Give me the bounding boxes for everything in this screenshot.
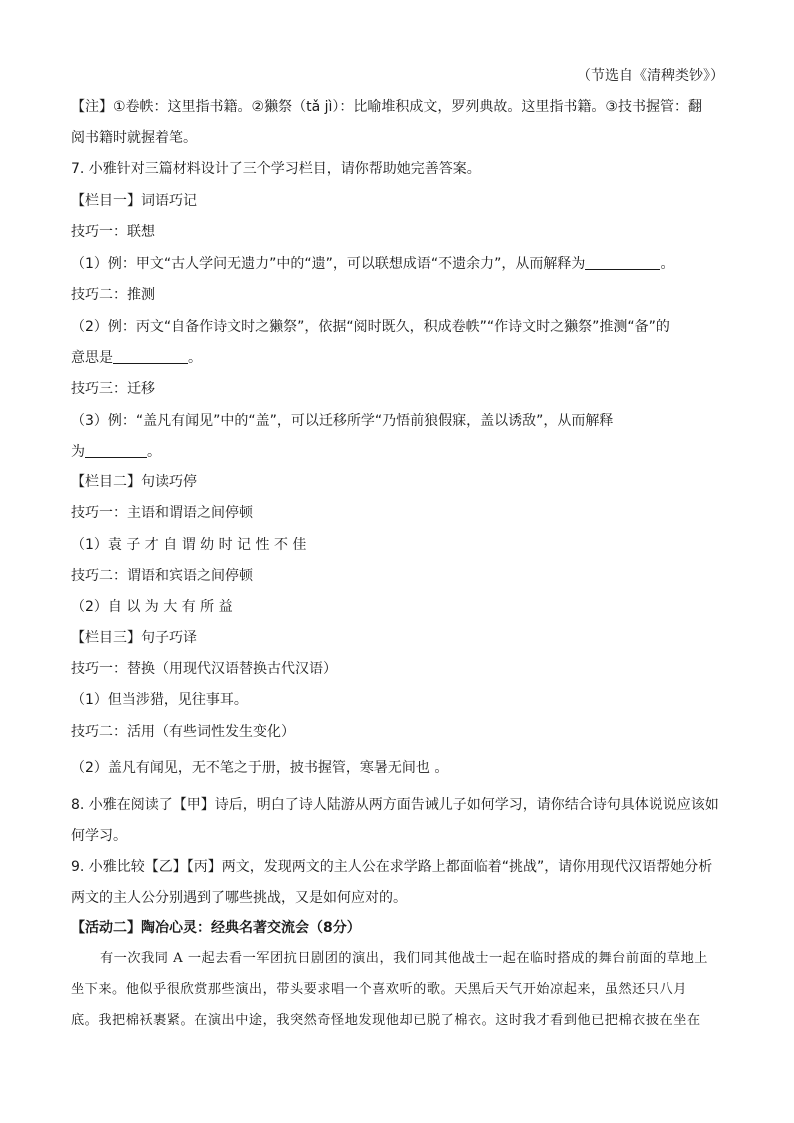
column-1-example-2-line-2 bbox=[71, 348, 202, 368]
column-3-skill-2: 技巧二：活用（有些词性发生变化） bbox=[71, 724, 295, 740]
activity-2-title: 【活动二】陶冶心灵：经典名著交流会（8分） bbox=[71, 920, 361, 936]
column-1-skill-3: 技巧三：迁移 bbox=[71, 381, 155, 397]
column-3-title: 【栏目三】句子巧译 bbox=[71, 630, 197, 646]
question-8-line-2: 何学习。 bbox=[71, 828, 127, 844]
column-3-example-2: （2）盖凡有闻见，无不笔之于册，披书握管，寒暑无间也 。 bbox=[71, 760, 449, 776]
example-3-end: 。 bbox=[147, 444, 161, 460]
answer-blank-1[interactable] bbox=[585, 255, 660, 270]
question-9-line-1: 9. 小雅比较【乙】【丙】两文，发现两文的主人公在求学路上都面临着“挑战”，请你用现代汉语帮她分析 bbox=[71, 859, 713, 875]
question-8-line-1: 8. 小雅在阅读了【甲】诗后，明白了诗人陆游从两方面告诫儿子如何学习，请你结合诗句具体说说应该如 bbox=[71, 797, 719, 813]
source-citation: （节选自《清稗类钞》） bbox=[577, 68, 724, 84]
column-2-title: 【栏目二】句读巧停 bbox=[71, 474, 197, 490]
note-line-2: 阅书籍时就握着笔。 bbox=[71, 130, 197, 146]
answer-blank-2[interactable] bbox=[113, 349, 188, 364]
column-2-skill-2: 技巧二：谓语和宾语之间停顿 bbox=[71, 568, 253, 584]
note-line-1: 【注】①卷帙：这里指书籍。②獭祭（tǎ jì）：比喻堆积成文，罗列典故。这里指书籍。③技书握管：翻 bbox=[71, 99, 702, 115]
column-3-skill-1: 技巧一：替换（用现代汉语替换古代汉语） bbox=[71, 661, 337, 677]
column-2-skill-1: 技巧一：主语和谓语之间停顿 bbox=[71, 505, 253, 521]
example-1-end: 。 bbox=[660, 256, 675, 272]
passage-line-2: 坐下来。他似乎很欣赏那些演出，带头要求唱一个喜欢听的歌。天黑后天气开始凉起来，虽然还只八月 bbox=[71, 982, 687, 997]
example-1-text: （1）例：甲文“古人学问无遗力”中的“遗”，可以联想成语“不遗余力”，从而解释为 bbox=[71, 256, 586, 272]
column-2-example-1: （1）袁 子 才 自 谓 幼 时 记 性 不 佳 bbox=[71, 537, 307, 553]
column-3-example-1: （1）但当涉猎，见往事耳。 bbox=[71, 692, 248, 708]
example-2-end: 。 bbox=[188, 350, 202, 366]
column-1-skill-2: 技巧二：推测 bbox=[71, 287, 155, 303]
column-2-example-2: （2）自 以 为 大 有 所 益 bbox=[71, 599, 233, 615]
question-7: 7. 小雅针对三篇材料设计了三个学习栏目，请你帮助她完善答案。 bbox=[71, 161, 481, 177]
example-3-text: 为 bbox=[71, 444, 85, 460]
example-2-text: 意思是 bbox=[71, 350, 113, 366]
column-1-example-3-line-2 bbox=[71, 442, 161, 462]
column-1-example-2-line-1: （2）例：丙文“自备作诗文时之獭祭”，依据“阅时既久，积成卷帙”“作诗文时之獭祭”推测“备”的 bbox=[71, 319, 670, 335]
question-9-line-2: 两文的主人公分别遇到了哪些挑战，又是如何应对的。 bbox=[71, 890, 407, 906]
passage-line-3: 底。我把棉袄裹紧。在演出中途，我突然奇怪地发现他却已脱了棉衣。这时我才看到他已把棉衣披在坐在 bbox=[71, 1013, 701, 1028]
column-1-skill-1: 技巧一：联想 bbox=[71, 224, 155, 240]
column-1-title: 【栏目一】词语巧记 bbox=[71, 193, 197, 209]
passage-line-1: 有一次我同 A 一起去看一军团抗日剧团的演出，我们同其他战士一起在临时搭成的舞台前面的草地上 bbox=[100, 951, 708, 966]
column-1-example-1 bbox=[71, 254, 674, 274]
answer-blank-3[interactable] bbox=[85, 443, 147, 458]
column-1-example-3-line-1: （3）例：“盖凡有闻见”中的“盖”，可以迁移所学“乃悟前狼假寐，盖以诱敌”，从而解释 bbox=[71, 413, 614, 429]
